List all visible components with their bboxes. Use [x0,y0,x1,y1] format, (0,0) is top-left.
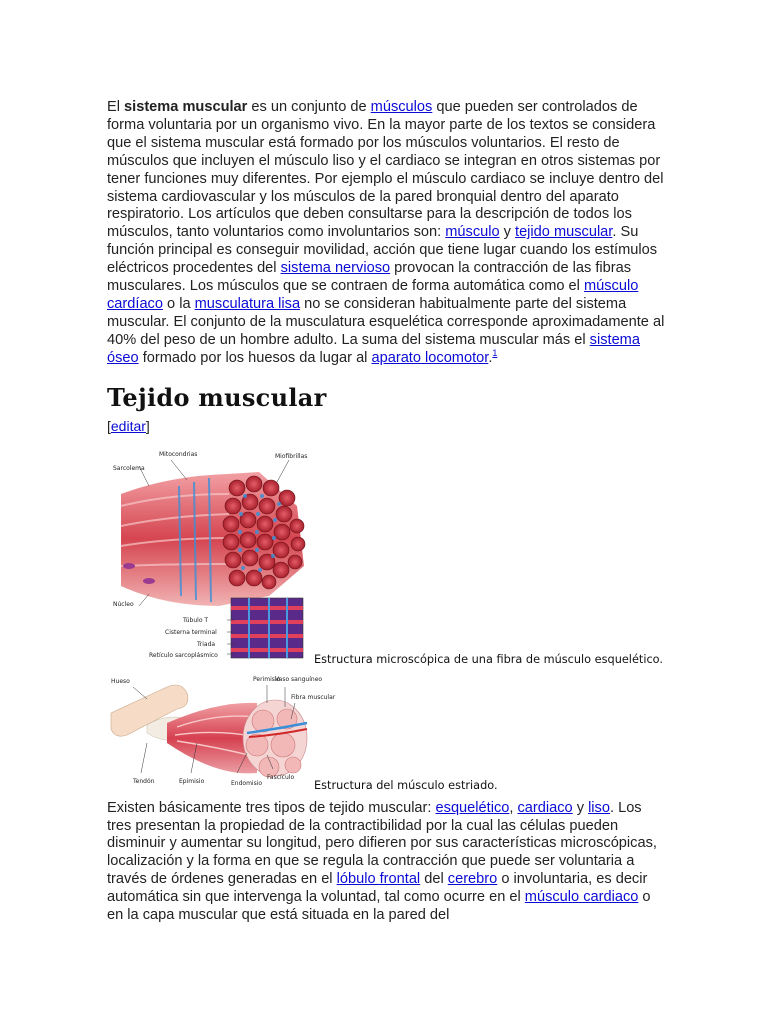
figures-block [107,446,667,798]
link-liso[interactable]: liso [588,799,610,816]
muscle-fiber-illustration [109,446,314,661]
label-reticulo-sarcoplasmico: Retículo sarcoplásmico [149,651,218,659]
text-run: El [107,99,125,115]
text-run: provocan la contracción de las fibras musculares. Los músculos que se contraen de forma automática como el [107,260,632,295]
link-cerebro[interactable]: cerebro [447,871,498,888]
text-run: Existen básicamente tres tipos de tejido muscular: [107,799,436,816]
link-musculo-cardiaco[interactable]: músculo cardíaco [107,278,639,312]
label-cisterna-terminal: Cisterna terminal [165,628,217,636]
link-sistema-oseo[interactable]: sistema óseo [107,331,640,366]
figure1-caption: Estructura microscópica de una fibra de músculo esquelético. [314,652,663,666]
bold-term-sistema-muscular: sistema muscular [124,99,248,115]
link-musculatura-lisa[interactable]: musculatura lisa [194,295,301,312]
label-epimisio: Epimisio [179,777,205,785]
text-run: , [509,799,518,816]
label-vaso-sanguineo: Vaso sanguíneo [275,675,323,683]
link-tejido-muscular[interactable]: tejido muscular [515,224,613,241]
link-musculo[interactable]: músculo [445,224,500,241]
article-content [107,99,667,925]
link-musculos[interactable]: músculos [370,99,433,115]
text-run: o involuntaria, es decir automática sin que intervenga la voluntad, tal como ocurre en el [107,871,648,906]
label-miofibrillas: Miofibrillas [275,452,308,460]
striated-muscle-illustration [107,673,336,788]
text-run: es un conjunto de [247,99,371,115]
label-tubulo-t: Túbulo T [183,616,209,624]
text-run: o en la capa muscular que está situada en la pared del [107,889,651,924]
edit-section [107,418,667,434]
text-run: . [488,349,493,366]
link-musculo-cardiaco-2[interactable]: músculo cardiaco [524,889,639,906]
link-esqueletico[interactable]: esquelético [435,799,510,816]
label-fibra-muscular: Fibra muscular [291,693,336,701]
edit-link[interactable]: editar [110,417,146,434]
text-run: y [499,224,516,241]
link-aparato-locomotor[interactable]: aparato locomotor [371,349,489,366]
text-run: no se consideran habitualmente parte del sistema muscular. El conjunto de la musculatura esquelética corresponde aproximadamente al 40% del peso de un hombre adulto. La suma del sistema muscular más el [107,295,665,348]
figure2-caption: Estructura del músculo estriado. [314,778,498,792]
label-nucleo: Núcleo [113,600,134,608]
section-heading: Tejido muscular [107,382,327,412]
label-fasciculo: Fascículo [267,773,295,781]
text-run: o la [162,295,195,312]
text-run: . Los tres presentan la propiedad de la contractibilidad por la cual las células pueden disminuir y aumentar su longitud, pero difieren por sus características microscópicas, localización y la forma en que se regula la contracción que puede ser voluntaria a través de órdenes generadas en el [107,799,657,888]
tissue-types-paragraph [107,800,667,925]
label-hueso: Hueso [111,677,130,685]
text-run: del [420,871,448,888]
text-run: . Su función principal es conseguir movilidad, acción que tiene lugar cuando los estímulos eléctricos procedentes del [107,224,658,277]
reference-link[interactable]: 1 [492,347,498,358]
label-sarcolema: Sarcolema [113,464,145,472]
label-perimisio: Perimisio [253,675,281,683]
link-cardiaco[interactable]: cardiaco [517,799,573,816]
bracket: ] [145,417,150,434]
text-run: formado por los huesos da lugar al [138,349,372,366]
text-run: que pueden ser controlados de forma voluntaria por un organismo vivo. En la mayor parte de los textos se considera que el sistema muscular está formado por los músculos voluntarios. El resto de músculos que incluyen el músculo liso y el cardiaco se integran en otros sistemas por tener funciones muy diferentes. Por ejemplo el músculo cardiaco se incluye dentro del sistema cardiovascular y los músculos de la pared bronquial dentro del aparato respiratorio. Los artículos que deben consultarse para la descripción de todos los músculos, tanto voluntarios como involuntarios son: [107,99,664,241]
text-run: y [572,799,589,816]
bracket: [ [107,417,111,434]
intro-paragraph [107,99,667,368]
label-triada: Triada [197,640,216,648]
link-lobulo-frontal[interactable]: lóbulo frontal [336,871,421,888]
label-endomisio: Endomisio [231,779,263,787]
label-tendon: Tendón [133,777,155,785]
link-sistema-nervioso[interactable]: sistema nervioso [280,260,391,277]
label-mitocondrias: Mitocondrias [159,450,198,458]
